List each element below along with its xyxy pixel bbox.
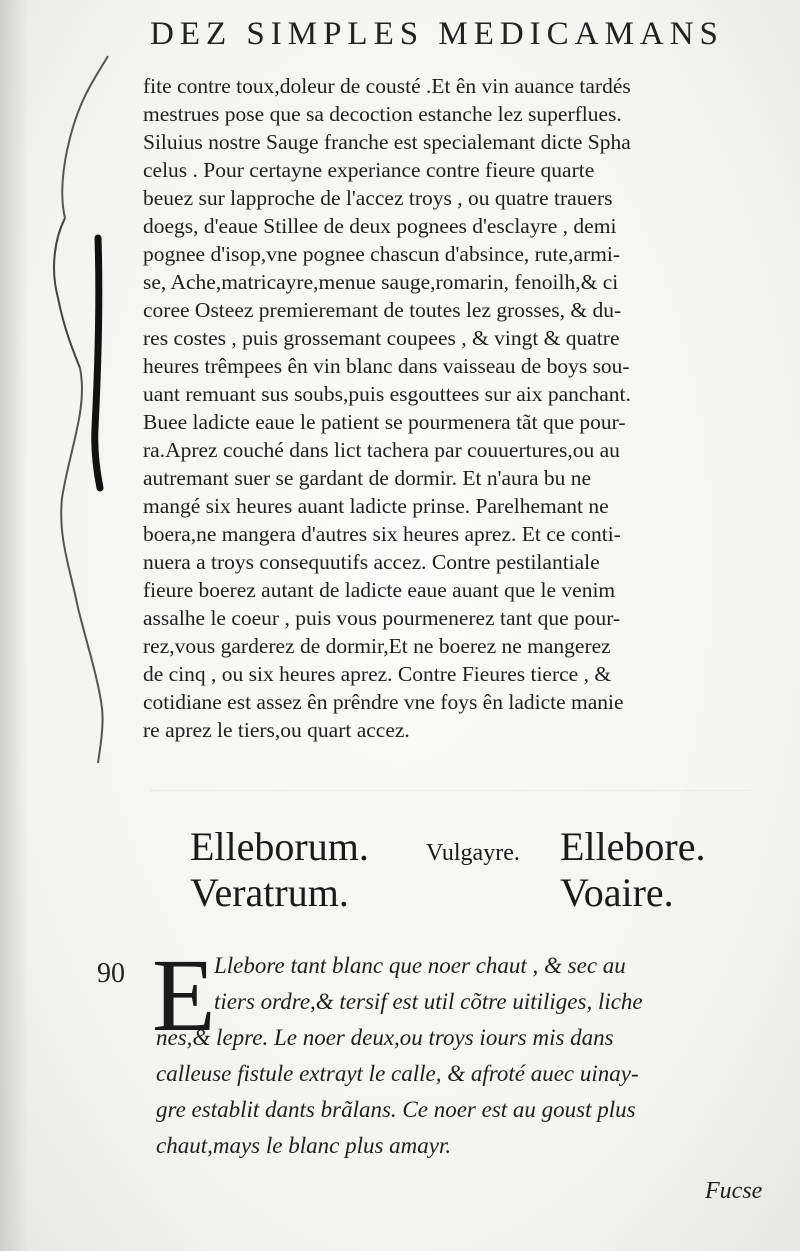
body-text (143, 72, 768, 744)
text-line: celus . Pour certayne experiance contre fieure quarte (143, 158, 595, 182)
text-line: Buee ladicte eaue le patient se pourmenera tãt que pour- (143, 410, 626, 434)
entry-line: nes,& lepre. Le noer deux,ou troys iours mis dans (156, 1025, 614, 1050)
drop-cap: E (152, 938, 216, 1053)
text-line: autremant suer se gardant de dormir. Et n'aura bu ne (143, 466, 592, 490)
latin-name: Elleborum. (190, 824, 369, 869)
text-line: re aprez le tiers,ou quart accez. (143, 718, 410, 742)
gutter-shadow (0, 0, 28, 1251)
text-line: pognee d'isop,vne pognee chascun d'absince, rute,armi- (143, 242, 620, 266)
text-line: heures trêmpees ên vin blanc dans vaisseau de boys sou- (143, 354, 630, 378)
text-line: Siluius nostre Sauge franche est specialemant dicte Spha (143, 130, 631, 154)
entry-line: gre establit dants brãlans. Ce noer est au goust plus (156, 1097, 636, 1122)
text-line: fieure boerez autant de ladicte eaue auant que le venim (143, 578, 616, 602)
entry-line: tiers ordre,& tersif est util cõtre uitiliges, liche (214, 989, 643, 1014)
entry-line: Llebore tant blanc que noer chaut , & sec au (214, 953, 626, 978)
text-line: de cinq , ou six heures aprez. Contre Fieures tierce , & (143, 662, 612, 686)
text-line: fite contre toux,doleur de cousté .Et ên vin auance tardés (143, 74, 631, 98)
text-line: coree Osteez premieremant de toutes lez grosses, & du- (143, 298, 622, 322)
text-line: res costes , puis grossemant coupees , & vingt & quatre (143, 326, 620, 350)
entry-line: chaut,mays le blanc plus amayr. (156, 1133, 452, 1158)
latin-name: Veratrum. (190, 870, 349, 915)
text-line: nuera a troys consequutifs accez. Contre pestilantiale (143, 550, 600, 574)
text-line: boera,ne mangera d'autres six heures aprez. Et ce conti- (143, 522, 621, 546)
text-line: uant remuant sus soubs,puis esgouttees sur aix panchant. (143, 382, 631, 406)
text-line: rez,vous garderez de dormir,Et ne boerez ne mangerez (143, 634, 611, 658)
vulgayre-label: Vulgayre. (426, 840, 520, 866)
vernacular-name: Ellebore. (560, 824, 706, 869)
text-line: assalhe le coeur , puis vous pourmenerez tant que pour- (143, 606, 621, 630)
text-line: mangé six heures auant ladicte prinse. Parelhemant ne (143, 494, 609, 518)
text-line: se, Ache,matricayre,menue sauge,romarin, fenoilh,& ci (143, 270, 619, 294)
entry-line: calleuse fistule extrayt le calle, & afroté auec uinay- (156, 1061, 639, 1086)
running-head: DEZ SIMPLES MEDICAMANS (150, 16, 724, 52)
text-line: cotidiane est assez ên prêndre vne foys ên ladicte manie (143, 690, 624, 714)
show-through-bleed (150, 790, 750, 811)
handwritten-margin-annotation (40, 48, 120, 768)
text-line: doegs, d'eaue Stillee de deux pognees d'esclayre , demi (143, 214, 617, 238)
margin-number: 90 (97, 958, 125, 989)
text-line: beuez sur lapproche de l'accez troys , ou quatre trauers (143, 186, 613, 210)
entry-heading (190, 818, 750, 918)
text-line: ra.Aprez couché dans lict tachera par couuertures,ou au (143, 438, 620, 462)
entry-text (156, 948, 768, 1164)
vernacular-name: Voaire. (560, 870, 674, 915)
text-line: mestrues pose que sa decoction estanche lez superflues. (143, 102, 622, 126)
catchword: Fucse (705, 1178, 763, 1204)
